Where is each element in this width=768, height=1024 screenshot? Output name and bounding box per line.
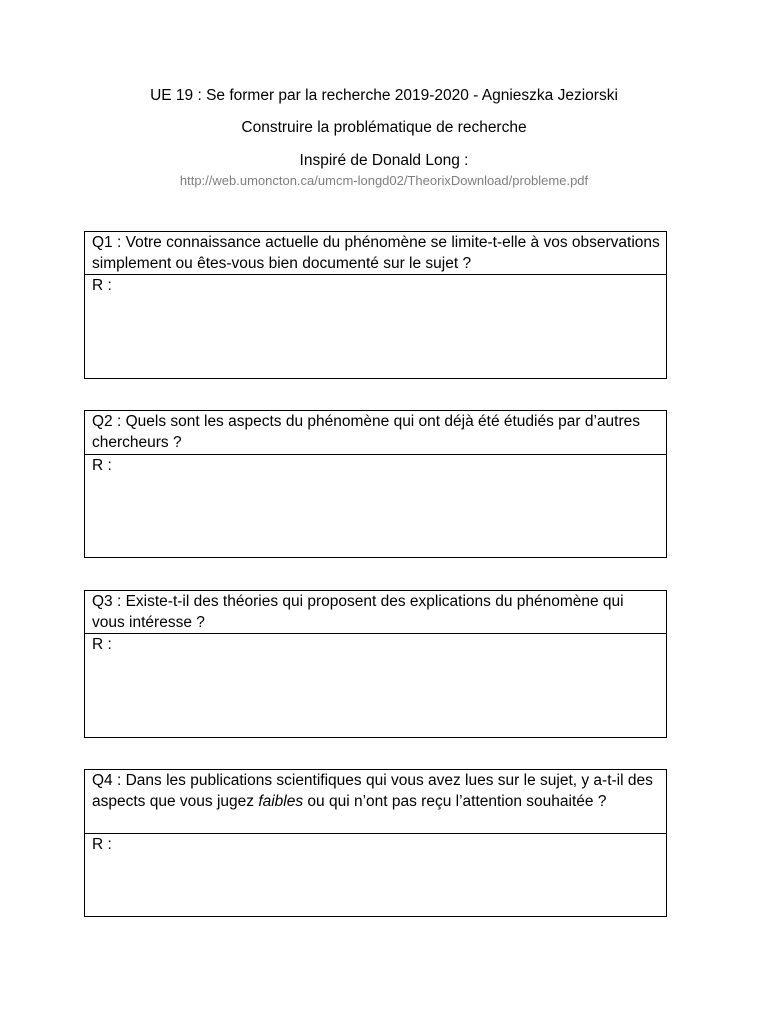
question-text-emphasis: faibles [258,793,304,810]
question-box-1 [84,231,667,379]
answer-area[interactable] [85,275,666,296]
source-link[interactable]: http://web.umoncton.ca/umcm-longd02/TheorixDownload/probleme.pdf [179,173,589,188]
answer-label: R : [92,836,112,853]
question-box-2 [84,410,667,558]
question-text: Q1 : Votre connaissance actuelle du phénomène se limite-t-elle à vos observations simplement ou êtes-vous bien documenté sur le sujet ? [85,232,666,275]
question-text-part: Q4 : Dans les publications scientifiques qui vous avez lues sur le sujet, y a-t-il des aspects que vous jugez [92,772,653,810]
answer-label: R : [92,277,112,294]
question-box-4 [84,769,667,917]
answer-area[interactable] [85,634,666,655]
document-subtitle: Construire la problématique de recherche [241,119,527,136]
answer-label: R : [92,636,112,653]
question-text-part: ou qui n’ont pas reçu l’attention souhaitée ? [303,793,607,810]
question-text: Q3 : Existe-t-il des théories qui proposent des explications du phénomène qui vous intéresse ? [85,591,666,634]
question-text: Q2 : Quels sont les aspects du phénomène qui ont déjà été étudiés par d’autres chercheurs ? [85,411,666,455]
source-attribution: Inspiré de Donald Long : [299,152,469,169]
question-text [85,770,666,834]
answer-area[interactable] [85,834,666,855]
answer-label: R : [92,457,112,474]
question-box-3 [84,590,667,738]
answer-area[interactable] [85,455,666,476]
document-title: UE 19 : Se former par la recherche 2019-2020 - Agnieszka Jeziorski [150,87,618,104]
